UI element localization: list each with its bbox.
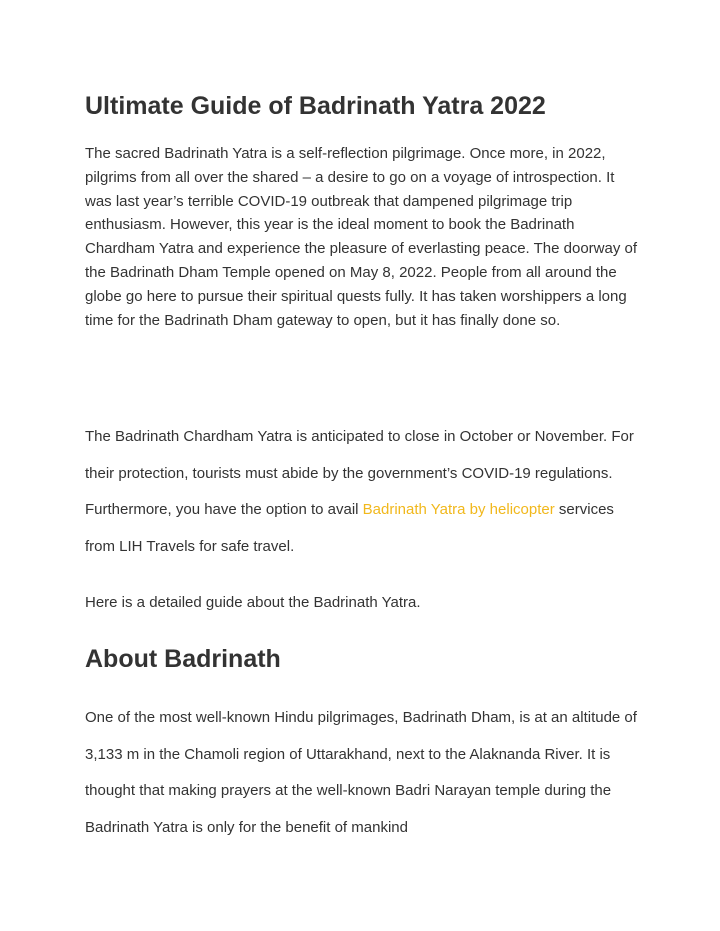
closing-info-paragraph xyxy=(85,419,645,565)
paragraph-text-before-link: The Badrinath Chardham Yatra is anticipated to close in October or November. For their protection, tourists must abide by the government’s COVID-19 regulations. Furthermore, you have the option to avail xyxy=(85,428,634,518)
page-title: Ultimate Guide of Badrinath Yatra 2022 xyxy=(85,92,546,120)
section-heading-about: About Badrinath xyxy=(85,645,281,673)
intro-paragraph: The sacred Badrinath Yatra is a self-reflection pilgrimage. Once more, in 2022, pilgrims from all over the shared – a desire to go on a voyage of introspection. It was last year’s terrible COVID-19 outbreak that dampened pilgrimage trip enthusiasm. However, this year is the ideal moment to book the Badrinath Chardham Yatra and experience the pleasure of everlasting peace. The doorway of the Badrinath Dham Temple opened on May 8, 2022. People from all around the globe go here to pursue their spiritual quests fully. It has taken worshippers a long time for the Badrinath Dham gateway to open, but it has finally done so. xyxy=(85,145,638,329)
about-paragraph: One of the most well-known Hindu pilgrimages, Badrinath Dham, is at an altitude of 3,133 m in the Chamoli region of Uttarakhand, next to the Alaknanda River. It is thought that making prayers at the well-known Badri Narayan temple during the Badrinath Yatra is only for the benefit of mankind xyxy=(85,709,637,836)
paragraph-text-after-link: services from LIH Travels for safe travel. xyxy=(85,501,614,555)
helicopter-yatra-link[interactable]: Badrinath Yatra by helicopter xyxy=(362,501,555,518)
guide-intro-line: Here is a detailed guide about the Badrinath Yatra. xyxy=(85,594,421,611)
